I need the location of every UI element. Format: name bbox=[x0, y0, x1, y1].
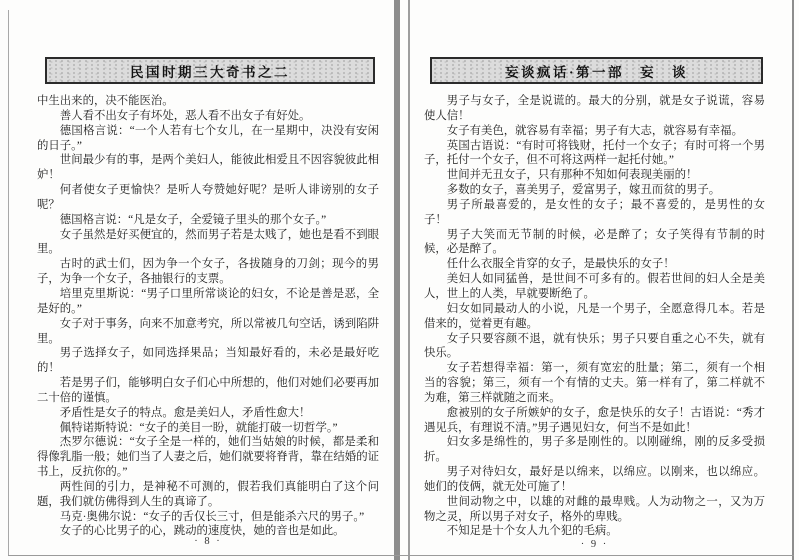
paragraph: 男子对待妇女，最好是以绵来，以绵应。以刚来，也以绵应。她们的伎俩，就无处可施了！ bbox=[424, 466, 765, 493]
paragraph: 男子大笑而无节制的时候，必是醉了；女子笑得有节制的时候，必是醉了。 bbox=[424, 228, 765, 256]
paragraph: 多数的女子，喜美男子，爱富男子，嫁丑而贫的男子。 bbox=[446, 184, 721, 197]
book-gutter-line bbox=[408, 0, 410, 560]
paragraph: 善人看不出女子有坏处，恶人看不出女子有好处。 bbox=[59, 109, 311, 122]
paragraph: 两性间的引力，是神秘不可测的，假若我们真能明白了这个问题，我们就仿佛得到人生的真谛了。 bbox=[37, 480, 379, 508]
paragraph: 佩特诺斯特说：“女子的美目一盼，就能打破一切哲学。” bbox=[59, 421, 338, 434]
paragraph: 任什么衣服全肯穿的女子，是最快乐的女子！ bbox=[446, 258, 675, 271]
paragraph: 妇女多是绵性的，男子多是刚性的。以刚碰绵，刚的反多受损折。 bbox=[424, 436, 765, 464]
paragraph: 英国古语说：“有时可将钱财，托付一个女子；有时可将一个男子，托付一个女子，但不可将这两样一起托付她。” bbox=[424, 139, 765, 167]
paragraph: 男子所最喜爱的，是女性的女子；最不喜爱的，是男性的女子！ bbox=[424, 198, 765, 226]
left-page-header-title: 民国时期三大奇书之二 bbox=[130, 64, 290, 80]
paragraph: 世间并无丑女子，只有那种不知如何表现美丽的！ bbox=[446, 169, 698, 182]
paragraph: 不知足是十个女人九个犯的毛病。 bbox=[446, 525, 618, 538]
paragraph: 妇女如同最动人的小说，凡是一个男子，全愿意得几本。若是借来的，觉着更有趣。 bbox=[424, 302, 765, 330]
paragraph: 美妇人如同猛兽，是世间不可多有的。假若世间的妇人全是美人，世上的人类，早就要断绝了。 bbox=[424, 273, 765, 300]
left-page-body bbox=[37, 94, 379, 539]
scan-edge-line-right bbox=[792, 0, 794, 560]
paragraph: 培里克里斯说：“男子口里所常谈论的妇女，不论是善是恶，全是好的。” bbox=[37, 287, 379, 315]
left-page bbox=[37, 55, 379, 560]
scan-edge-line-left bbox=[8, 10, 9, 556]
book-gutter-shadow bbox=[394, 0, 400, 560]
right-page-header-title: 妄谈疯话·第一部 妄 谈 bbox=[504, 64, 688, 80]
paragraph: 女子虽然是好买便宜的，然而男子若是太贱了，她也是看不到眼里。 bbox=[37, 228, 379, 256]
paragraph: 中生出来的，决不能医治。 bbox=[37, 95, 174, 107]
page-number-right: · 9 · bbox=[580, 539, 609, 550]
paragraph: 何者使女子更愉快？是听人夸赞她好呢？是听人诽谤别的女子呢？ bbox=[37, 184, 379, 211]
paragraph: 世间动物之中，以雄的对雌的最卑贱。人为动物之一，又为万物之灵，所以男子对女子，格外的卑贱。 bbox=[424, 495, 765, 523]
paragraph: 女子只要容颜不退，就有快乐；男子只要自重之心不失，就有快乐。 bbox=[424, 332, 765, 360]
right-page bbox=[424, 55, 765, 560]
paragraph: 男子选择女子，如同选择果品；当知最好看的，未必是最好吃的！ bbox=[37, 347, 379, 375]
right-page-body bbox=[424, 94, 765, 539]
paragraph: 杰罗尔德说：“女子全是一样的，她们当姑娘的时候，都是柔和得像乳脂一般；她们当了人妻之后，她们就要将脊背，靠在结婚的证书上，反抗你的。” bbox=[37, 436, 379, 479]
paragraph: 古时的武士们，因为争一个女子，各拔随身的刀剑；现今的男子，为争一个女子，各抽银行的支票。 bbox=[37, 258, 379, 286]
paragraph: 女子对于事务，向来不加意考究，所以常被几句空话，诱到陷阱里。 bbox=[37, 317, 379, 345]
paragraph: 马克·奥佛尔说：“女子的舌仅长三寸，但是能杀六尺的男子。” bbox=[59, 510, 365, 523]
right-page-header-banner bbox=[430, 57, 763, 84]
paragraph: 矛盾性是女子的特点。愈是美妇人，矛盾性愈大！ bbox=[59, 406, 311, 419]
left-page-header-banner bbox=[45, 57, 375, 84]
page-number-left: · 8 · bbox=[194, 536, 222, 547]
paragraph: 德国格言说：“凡是女子，全爱镜子里头的那个女子。” bbox=[59, 213, 327, 226]
paragraph: 德国格言说：“一个人若有七个女儿，在一星期中，决没有安闲的日子。” bbox=[37, 124, 379, 152]
paragraph: 愈被别的女子所嫉妒的女子，愈是快乐的女子！古语说：“秀才遇见兵，有理说不清。”男子遇见妇女，何当不是如此！ bbox=[424, 406, 765, 434]
paragraph: 女子的心比男子的心，跳动的速度快，她的音也是如此。 bbox=[59, 525, 345, 538]
paragraph: 男子与女子，全是说谎的。最大的分别，就是女子说谎，容易使人信！ bbox=[424, 95, 765, 122]
paragraph: 女子有美色，就容易有幸福；男子有大志，就容易有幸福。 bbox=[446, 124, 743, 137]
paragraph: 女子若想得幸福：第一，须有宽宏的肚量；第二，须有一个相当的容貌；第三，须有一个有情的丈夫。第一样有了，第二样就不为难，第三样就随之而来。 bbox=[424, 362, 765, 404]
paragraph: 世间最少有的事，是两个美妇人，能彼此相爱且不因容貌彼此相妒！ bbox=[37, 154, 379, 182]
paragraph: 若是男子们，能够明白女子们心中所想的，他们对她们必要再加二十倍的谨慎。 bbox=[37, 377, 379, 404]
